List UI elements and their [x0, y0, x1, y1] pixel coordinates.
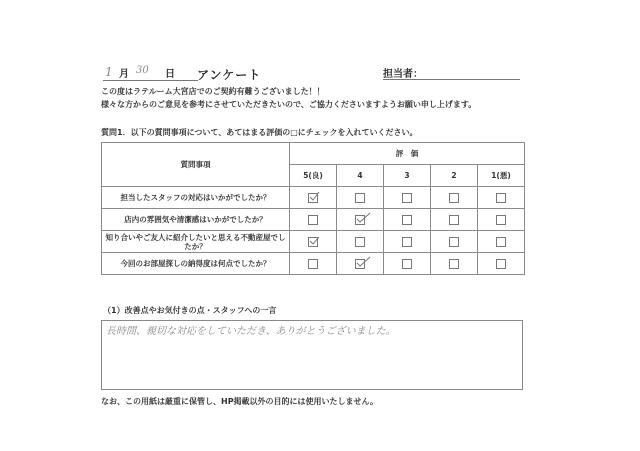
day-label: 日 — [165, 69, 175, 80]
table-row — [102, 231, 525, 253]
comment-value: 長時間、親切な対応をしていただき、ありがとうございました。 — [106, 326, 396, 337]
staff-field[interactable] — [383, 65, 520, 80]
day-value: 30 — [136, 65, 149, 76]
table-row — [102, 187, 525, 209]
checkbox-checked[interactable] — [355, 215, 365, 225]
checkbox[interactable] — [355, 193, 365, 203]
rating-table — [101, 142, 525, 275]
checkbox[interactable] — [308, 259, 318, 269]
question-text: 今回のお部屋探しの納得度は何点でしたか？ — [102, 253, 290, 275]
month-value: 1 — [105, 65, 113, 79]
column-header-3: 3 — [384, 165, 431, 187]
column-header-2: 2 — [431, 165, 478, 187]
checkbox[interactable] — [496, 259, 506, 269]
intro-line-2: 様々な方からのご意見を参考にさせていただきたいので、ご協力くださいますようお願い申し上げます。 — [101, 100, 477, 109]
rating-header: 評 価 — [290, 143, 525, 165]
page-title: アンケート — [197, 68, 262, 82]
checkbox[interactable] — [496, 237, 506, 247]
checkbox[interactable] — [449, 193, 459, 203]
month-label: 月 — [119, 69, 129, 80]
column-header-4: 4 — [337, 165, 384, 187]
check-icon — [308, 234, 320, 246]
checkbox[interactable] — [449, 259, 459, 269]
checkbox[interactable] — [496, 215, 506, 225]
column-header-5: 5(良) — [290, 165, 337, 187]
checkbox[interactable] — [449, 215, 459, 225]
checkbox[interactable] — [449, 237, 459, 247]
checkbox[interactable] — [308, 215, 318, 225]
check-icon — [355, 212, 371, 224]
checkbox[interactable] — [402, 193, 412, 203]
privacy-note: なお、この用紙は厳重に保管し、HP掲載以外の目的には使用いたしません。 — [101, 397, 379, 406]
check-icon — [308, 190, 320, 202]
intro-line-1: この度はラテルーム大宮店でのご契約有難うございました！！ — [101, 87, 325, 96]
checkbox[interactable] — [355, 237, 365, 247]
column-header-1: 1(悪) — [478, 165, 525, 187]
staff-label: 担当者： — [383, 69, 423, 80]
question-text: 担当したスタッフの対応はいかがでしたか？ — [102, 187, 290, 209]
question-text: 知り合いやご友人に紹介したいと思える不動産屋でしたか？ — [102, 231, 290, 253]
checkbox-checked[interactable] — [308, 193, 318, 203]
checkbox[interactable] — [402, 215, 412, 225]
checkbox[interactable] — [402, 259, 412, 269]
checkbox-checked[interactable] — [308, 237, 318, 247]
check-icon — [355, 256, 371, 268]
comment-textarea[interactable] — [101, 320, 523, 390]
question-header: 質問事項 — [102, 143, 290, 187]
checkbox[interactable] — [496, 193, 506, 203]
table-row — [102, 253, 525, 275]
question1-instruction: 質問1．以下の質問事項について、あてはまる評価の□にチェックを入れていください。 — [101, 128, 418, 137]
date-field[interactable] — [103, 64, 198, 81]
checkbox[interactable] — [402, 237, 412, 247]
question-text: 店内の雰囲気や清潔感はいかがでしたか？ — [102, 209, 290, 231]
checkbox-checked[interactable] — [355, 259, 365, 269]
table-row — [102, 209, 525, 231]
comment-label: （1）改善点やお気付きの点・スタッフへの一言 — [103, 306, 277, 315]
